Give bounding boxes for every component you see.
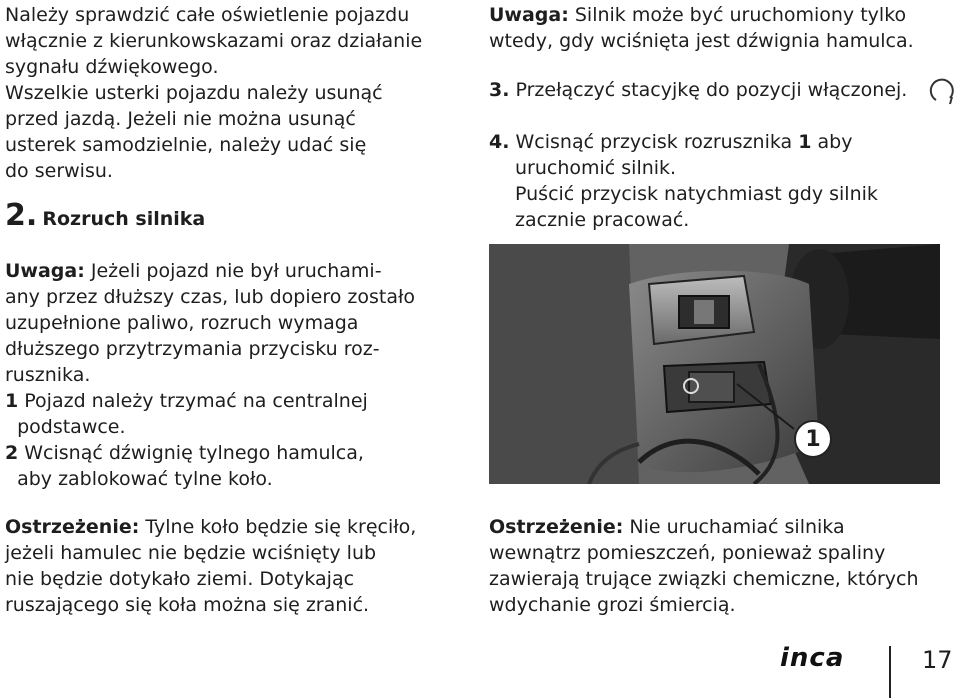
step-text: Wcisnąć dźwignię tylnego hamulca, [18, 442, 364, 464]
note-line: rusznika. [5, 364, 91, 386]
note-text: Silnik może być uruchomiony tylko [568, 4, 907, 26]
note-label: Uwaga: [5, 260, 85, 282]
warning-label: Ostrzeżenie: [5, 516, 140, 538]
step-number: 2 [5, 442, 19, 464]
button-reference: 1 [798, 131, 812, 153]
step-text: Wcisnąć przycisk rozrusznika [509, 131, 799, 153]
intro-line: usterek samodzielnie, należy udać się [5, 134, 367, 156]
step-4 [489, 129, 878, 233]
photo-callout: 1 [794, 420, 832, 458]
right-note [489, 2, 914, 54]
warning-line: wdychanie grozi śmiercią. [489, 594, 736, 616]
footer-divider [889, 646, 891, 698]
warning-line [489, 514, 919, 540]
step-line [5, 388, 415, 414]
warning-text: Tylne koło będzie się kręciło, [139, 516, 417, 538]
start-note [5, 258, 415, 492]
intro-line: Należy sprawdzić całe oświetlenie pojazdu [5, 4, 410, 26]
left-warning [5, 514, 416, 618]
step-line: podstawce. [5, 416, 126, 438]
note-line: wtedy, gdy wciśnięta jest dźwignia hamulca. [489, 30, 914, 52]
warning-line: zawierają trujące związki chemiczne, których [489, 568, 919, 590]
intro-line: do serwisu. [5, 160, 113, 182]
note-label: Uwaga: [489, 4, 569, 26]
step-text: aby [811, 131, 853, 153]
intro-paragraph [5, 2, 422, 184]
section-title: Rozruch silnika [42, 208, 206, 230]
step-text: Przełączyć stacyjkę do pozycji włączonej. [509, 79, 908, 101]
ignition-key-icon [928, 76, 956, 110]
right-warning [489, 514, 919, 618]
intro-line: Wszelkie usterki pojazdu należy usunąć [5, 82, 383, 104]
step-line: uruchomić silnik. [515, 157, 677, 179]
note-line: any przez dłuższy czas, lub dopiero zostało [5, 286, 415, 308]
step-number: 3. [489, 79, 510, 101]
intro-line: włącznie z kierunkowskazami oraz działanie [5, 30, 423, 52]
note-text: Jeżeli pojazd nie był uruchami- [84, 260, 382, 282]
step-line [489, 77, 907, 103]
step-3 [489, 77, 907, 103]
warning-line: wewnątrz pomieszczeń, ponieważ spaliny [489, 542, 886, 564]
note-line [489, 2, 914, 28]
step-line [489, 129, 878, 155]
intro-line: sygnału dźwiękowego. [5, 56, 219, 78]
step-number: 4. [489, 131, 510, 153]
note-line [5, 258, 415, 284]
note-line: dłuższego przytrzymania przycisku roz- [5, 338, 380, 360]
step-line: Puścić przycisk natychmiast gdy silnik [515, 183, 878, 205]
section-heading [5, 198, 205, 233]
step-text: Pojazd należy trzymać na centralnej [18, 390, 368, 412]
page-number: 17 [922, 646, 953, 674]
warning-line: ruszającego się koła można się zranić. [5, 594, 370, 616]
warning-text: Nie uruchamiać silnika [623, 516, 845, 538]
handlebar-switch-photo [489, 244, 940, 484]
warning-label: Ostrzeżenie: [489, 516, 624, 538]
step-line: aby zablokować tylne koło. [5, 468, 273, 490]
step-line: zacznie pracować. [515, 209, 690, 231]
note-line: uzupełnione paliwo, rozruch wymaga [5, 312, 359, 334]
section-number: 2. [5, 198, 38, 233]
warning-line: jeżeli hamulec nie będzie wciśnięty lub [5, 542, 377, 564]
brand-logo: inca [780, 643, 845, 673]
warning-line [5, 514, 416, 540]
step-line [5, 440, 415, 466]
warning-line: nie będzie dotykało ziemi. Dotykając [5, 568, 355, 590]
intro-line: przed jazdą. Jeżeli nie można usunąć [5, 108, 356, 130]
step-number: 1 [5, 390, 19, 412]
